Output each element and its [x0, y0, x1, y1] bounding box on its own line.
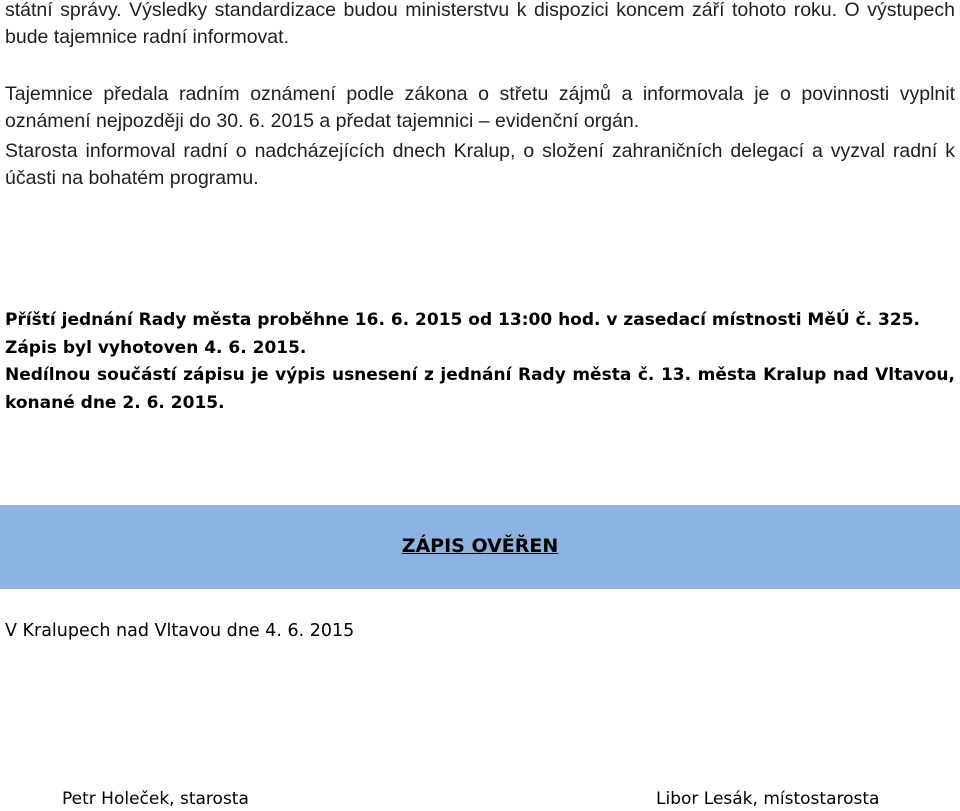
paragraph-standardization: státní správy. Výsledky standardizace budou ministerstvu k dispozici koncem září tohoto roku. O výstupech bude tajemnice radní informovat. [5, 0, 955, 48]
next-meeting-notice: Příští jednání Rady města proběhne 16. 6. 2015 od 13:00 hod. v zasedací místnosti MěÚ č. 325. [5, 310, 921, 330]
closing-notice [5, 307, 955, 417]
paragraph-kralup-days: Starosta informoval radní o nadcházejících dnech Kralup, o složení zahraničních delegací a vyzval radní k účasti na bohatém programu. [5, 140, 955, 189]
paragraph-conflict-of-interest: Tajemnice předala radním oznámení podle zákona o střetu zájmů a informovala je o povinnosti vyplnit oznámení nejpozději do 30. 6. 2015 a předat tajemnici – evidenční orgán. [5, 83, 955, 132]
verification-banner-text: ZÁPIS OVĚŘEN [401, 535, 559, 557]
signature-mayor: Petr Holeček, starosta [62, 789, 249, 809]
verification-banner [0, 505, 960, 589]
attachment-notice: Nedílnou součástí zápisu je výpis usnesení z jednání Rady města č. 13. města Kralup nad Vltavou, konané dne 2. 6. 2015. [5, 365, 955, 413]
signature-deputy-mayor: Libor Lesák, místostarosta [656, 789, 880, 809]
place-and-date: V Kralupech nad Vltavou dne 4. 6. 2015 [5, 621, 355, 641]
record-date-notice: Zápis byl vyhotoven 4. 6. 2015. [5, 337, 307, 358]
